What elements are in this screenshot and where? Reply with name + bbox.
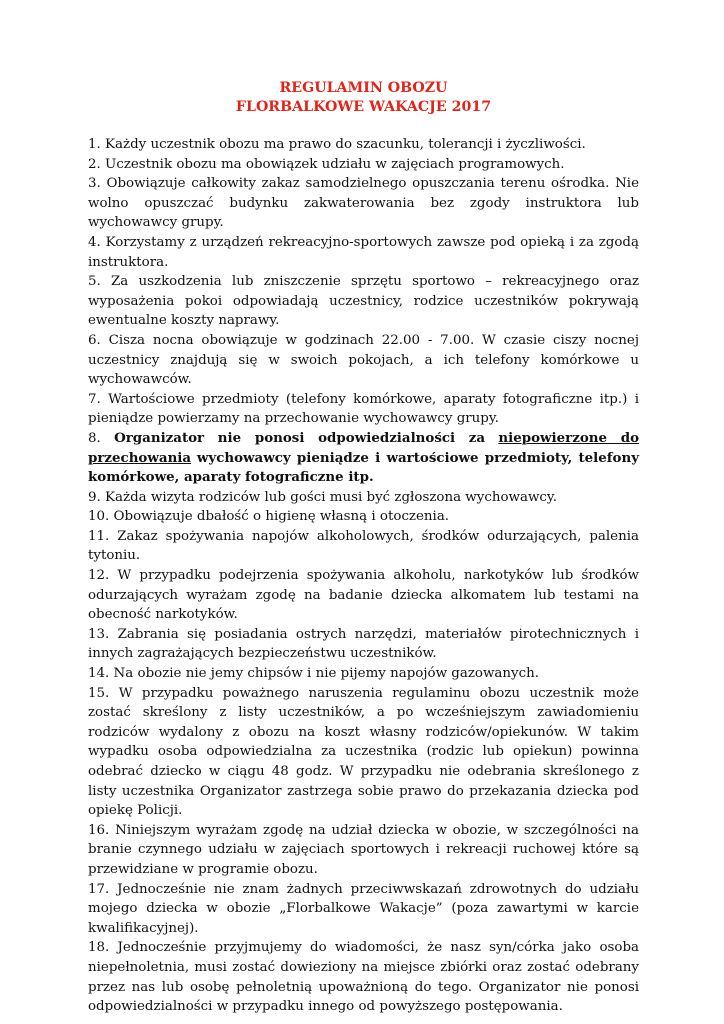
rule-11: 11. Zakaz spożywania napojów alkoholowych, środków odurzających, palenia tytoniu. [88,528,639,564]
rule-8-underlined: niepowierzone do przechowania [88,429,639,466]
document-header [88,79,639,117]
rule-10: 10. Obowiązuje dbałość o higienę własną i otoczenia. [88,509,450,525]
rule-7: 7. Wartościowe przedmioty (telefony komórkowe, aparaty fotograficzne itp.) i pieniądze powierzamy na przechowanie wychowawcy grupy. [88,391,639,427]
rule-8 [88,429,639,488]
rule-18: 18. Jednocześnie przyjmujemy do wiadomości, że nasz syn/córka jako osoba niepełnoletnia, musi zostać dowieziony na miejsce zbiórki oraz zostać odebrany przez nas lub osobę pełnoletnią upoważnioną do tego. Organizator nie ponosi odpowiedzialności w przypadku innego od powyższego postępowania. [88,940,639,1015]
rule-14: 14. Na obozie nie jemy chipsów i nie pijemy napojów gazowanych. [88,666,539,682]
rule-8-bold-start: Organizator nie ponosi odpowiedzialności za [114,429,486,446]
rule-4: 4. Korzystamy z urządzeń rekreacyjno-sportowych zawsze pod opieką i za zgodą instruktora. [88,234,639,270]
rule-3: 3. Obowiązuje całkowity zakaz samodzielnego opuszczania terenu ośrodka. Nie wolno opuszczać budynku zakwaterowania bez zgody instruktora lub wychowawcy grupy. [88,176,639,231]
rule-16: 16. Niniejszym wyrażam zgodę na udział dziecka w obozie, w szczególności na branie czynnego udziału w zajęciach sportowych i rekreacji ruchowej które są przewidziane w programie obozu. [88,822,639,877]
rules-list [88,135,639,1017]
rule-1: 1. Każdy uczestnik obozu ma prawo do szacunku, tolerancji i życzliwości. [88,137,586,152]
rule-6: 6. Cisza nocna obowiązuje w godzinach 22.00 - 7.00. W czasie ciszy nocnej uczestnicy znajdują się w swoich pokojach, a ich telefony komórkowe u wychowawców. [88,332,639,388]
rule-2: 2. Uczestnik obozu ma obowiązek udziału w zajęciach programowych. [88,156,565,172]
rule-17: 17. Jednocześnie nie znam żadnych przeciwwskazań zdrowotnych do udziału mojego dziecka w obozie „Florbalkowe Wakacje” (poza zawartymi w karcie kwalifikacyjnej). [88,881,639,936]
document-page [88,79,639,1017]
document-title: REGULAMIN OBOZU [279,80,448,96]
rule-12: 12. W przypadku podejrzenia spożywania alkoholu, narkotyków lub środków odurzających wyrażam zgodę na badanie dziecka alkomatem lub testami na obecność narkotyków. [88,568,639,623]
rule-5: 5. Za uszkodzenia lub zniszczenie sprzętu sportowo – rekreacyjnego oraz wyposażenia pokoi odpowiadają uczestnicy, rodzice uczestników pokrywają ewentualne koszty naprawy. [88,274,639,329]
rule-8-bold-end: wychowawcy pieniądze i wartościowe przedmioty, telefony komórkowe, aparaty fotograficzne itp. [88,449,639,486]
document-subtitle: FLORBALKOWE WAKACJE 2017 [235,99,492,115]
rule-9: 9. Każda wizyta rodziców lub gości musi być zgłoszona wychowawcy. [88,489,557,505]
rule-8-number: 8. [88,430,101,446]
rule-13: 13. Zabrania się posiadania ostrych narzędzi, materiałów pirotechnicznych i innych zagrażających bezpieczeństwu uczestników. [88,626,639,662]
rule-15: 15. W przypadku poważnego naruszenia regulaminu obozu uczestnik może zostać skreślony z listy uczestników, a po wcześniejszym zawiadomieniu rodziców wydalony z obozu na koszt własny rodziców/opiekunów. W takim wypadku osoba odpowiedzialna za uczestnika (rodzic lub opiekun) powinna odebrać dziecko w ciągu 48 godz. W przypadku nie odebrania skreślonego z listy uczestnika Organizator zastrzega sobie prawo do przekazania dziecka pod opiekę Policji. [88,685,639,819]
